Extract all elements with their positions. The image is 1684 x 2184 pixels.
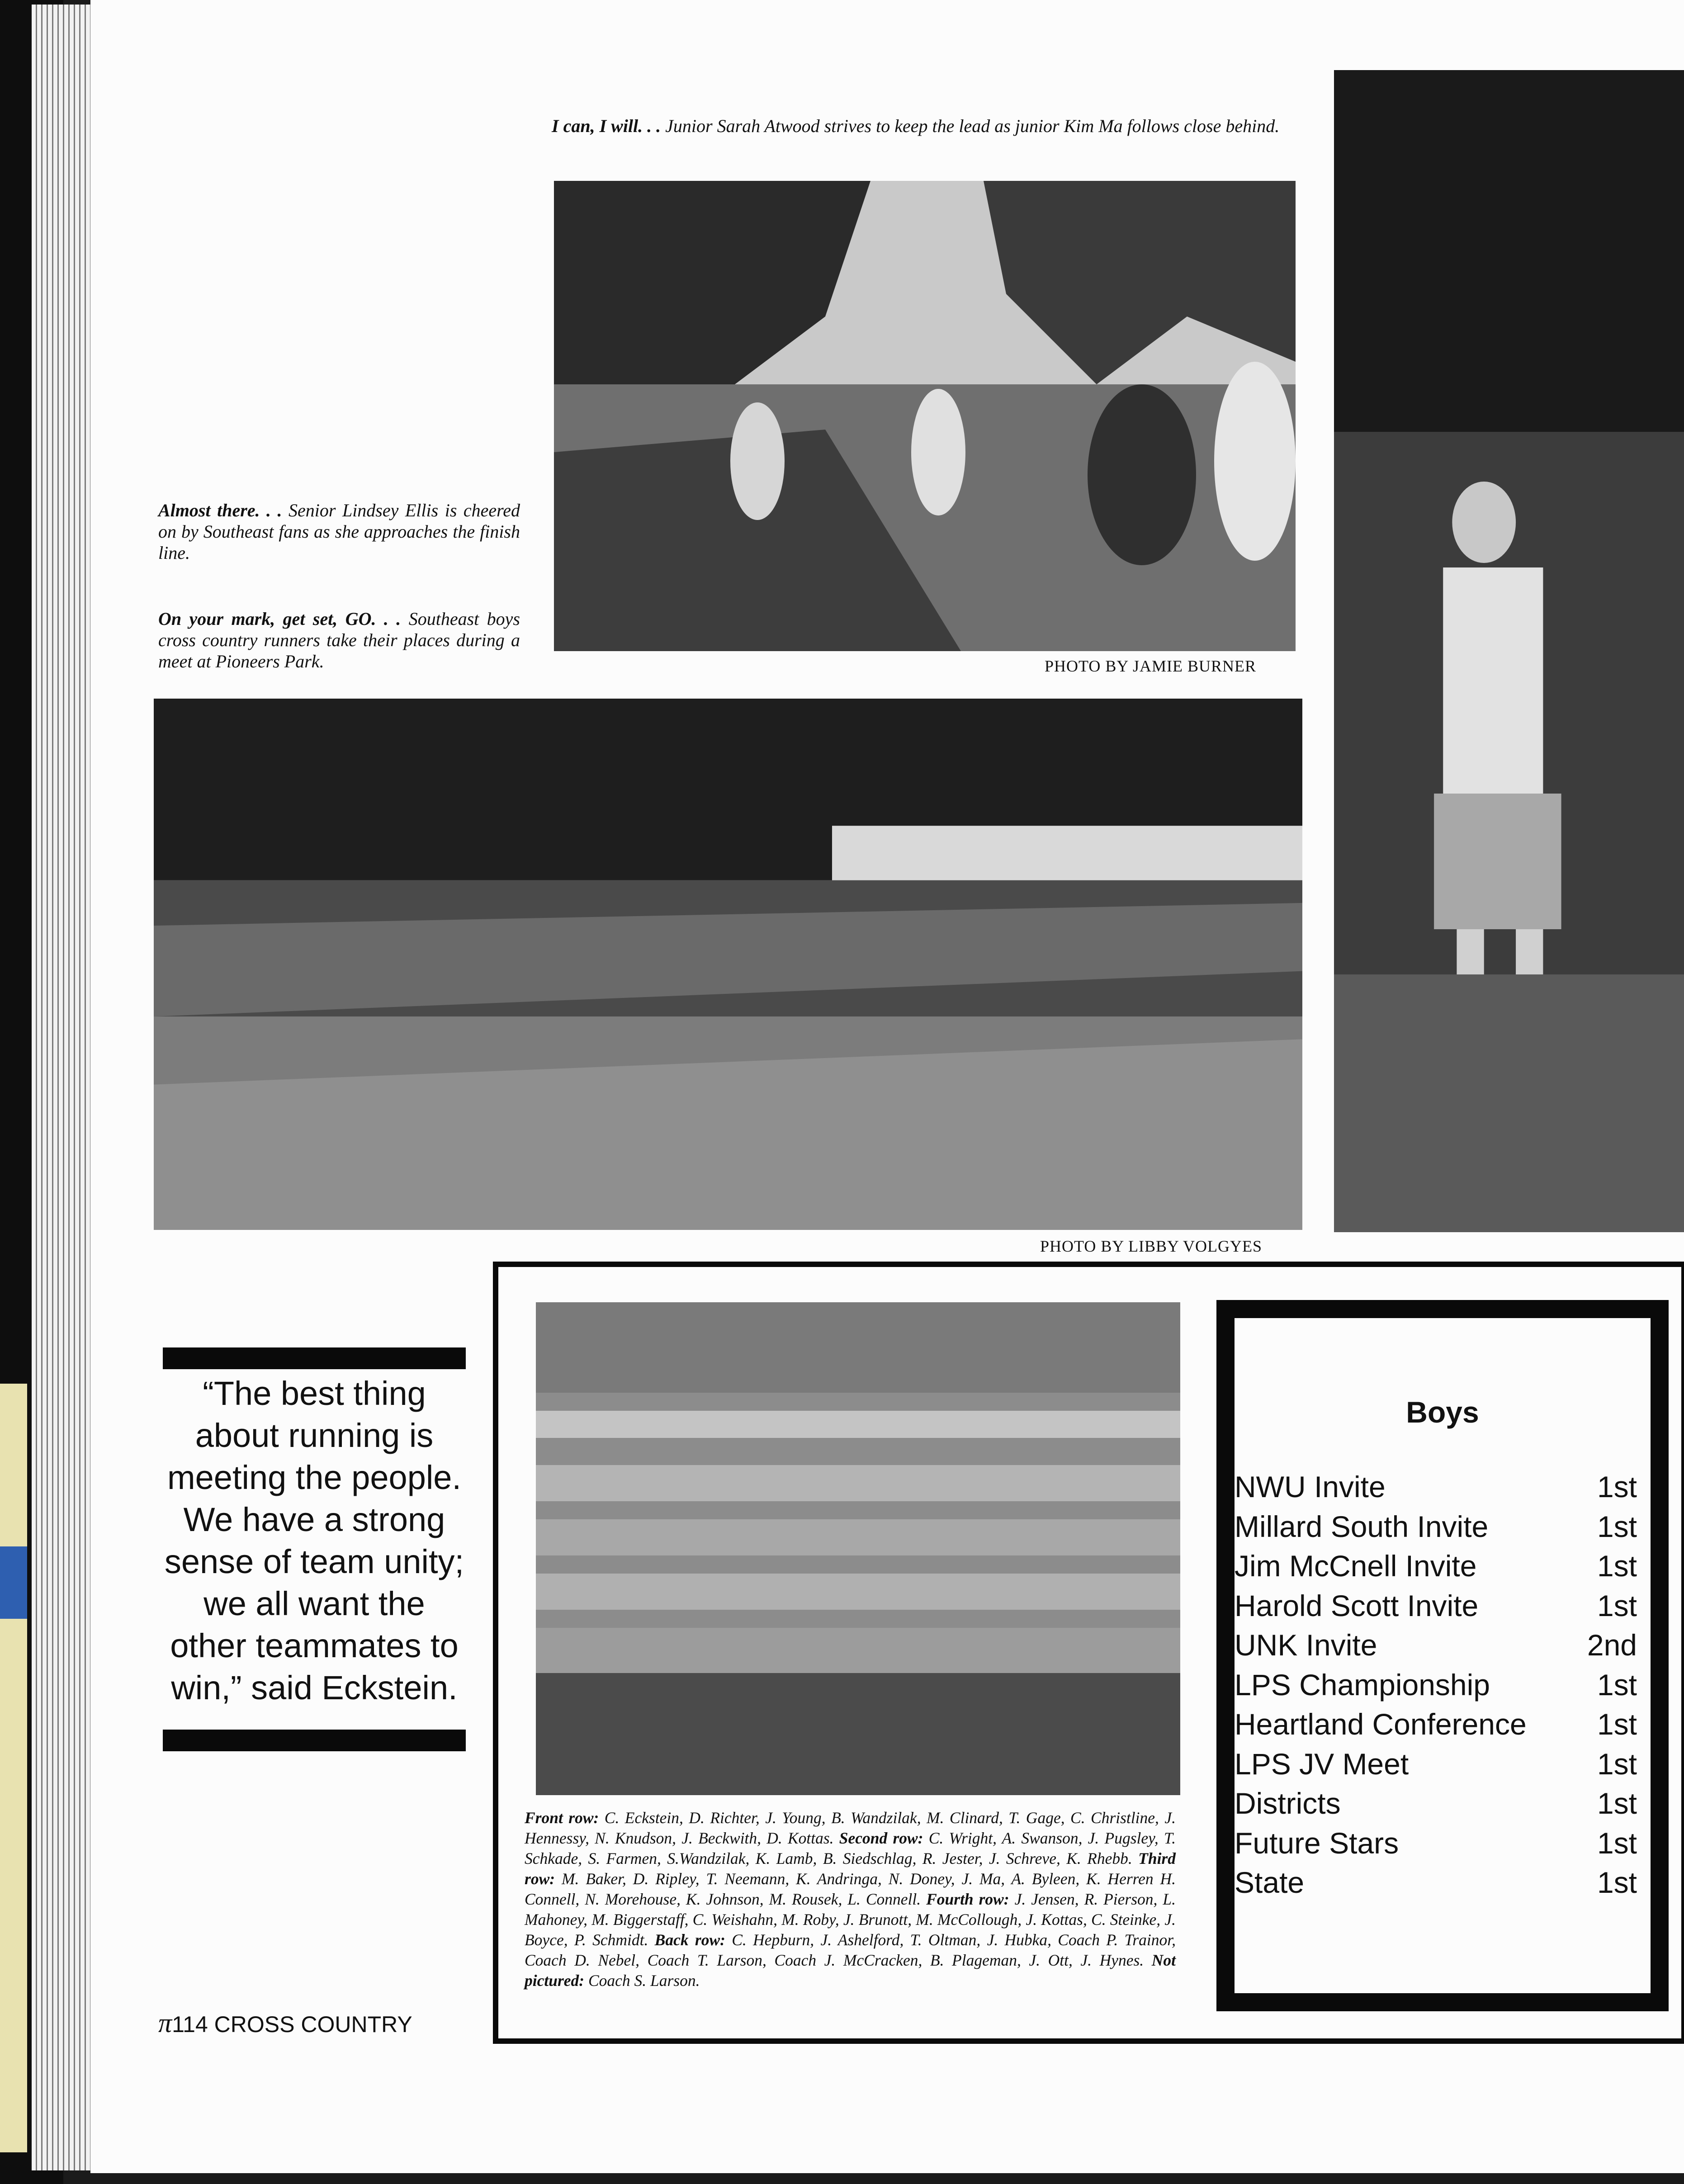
caption-top-title: I can, I will. . .	[552, 116, 661, 136]
caption-almost-body: Senior Lindsey Ellis is cheered on by Southeast fans as she approaches the finish line.	[158, 500, 520, 563]
result-place: 1st	[1597, 1826, 1637, 1860]
result-row	[1235, 1546, 1637, 1586]
result-row	[1235, 1626, 1637, 1665]
team-roster-caption	[525, 1808, 1176, 1991]
result-row	[1235, 1824, 1637, 1863]
photo-girls-race	[554, 181, 1296, 651]
roster-label: Back row:	[654, 1931, 725, 1949]
result-meet: Jim McCnell Invite	[1235, 1549, 1477, 1583]
result-row	[1235, 1665, 1637, 1705]
roster-names: C. Hepburn, J. Ashelford, T. Oltman, J. Hubka, Coach P. Trainor, Coach D. Nebel, Coach T. Larson, Coach J. McCracken, B. Plageman, J. Ott, J. Hynes.	[525, 1931, 1176, 1969]
result-meet: Heartland Conference	[1235, 1707, 1527, 1741]
quote-line: we all want the	[203, 1585, 425, 1622]
boys-results-box	[1216, 1300, 1669, 2011]
result-place: 1st	[1597, 1866, 1637, 1899]
result-row	[1235, 1467, 1637, 1507]
result-meet: Millard South Invite	[1235, 1509, 1489, 1543]
photo-runner-closeup	[1334, 70, 1684, 1232]
caption-start	[158, 608, 520, 693]
quote-line: about running is	[195, 1417, 434, 1454]
result-place: 1st	[1597, 1747, 1637, 1781]
page-edges	[32, 5, 90, 2170]
caption-start-title: On your mark, get set, GO. . .	[158, 609, 401, 629]
caption-start-body: Southeast boys cross country runners take their places during a meet at Pioneers Park.	[158, 609, 520, 671]
quote-line: other teammates to	[170, 1627, 459, 1664]
pi-symbol: π	[158, 2008, 172, 2038]
quote-line: sense of team unity;	[164, 1543, 464, 1580]
result-place: 2nd	[1587, 1628, 1637, 1662]
quote-top-bar	[163, 1347, 466, 1369]
caption-almost-title: Almost there. . .	[158, 500, 282, 520]
roster-names: M. Baker, D. Ripley, T. Neemann, K. Andringa, N. Doney, J. Ma, A. Byleen, K. Herren H. Connell, N. Morehouse, K. Johnson, M. Rousek, L. Connell.	[525, 1870, 1176, 1908]
roster-label: Second row:	[839, 1829, 923, 1847]
footer-page-label: 114 CROSS COUNTRY	[172, 2012, 412, 2037]
quote-line: win,” said Eckstein.	[171, 1669, 458, 1707]
page-footer	[158, 2008, 412, 2039]
result-meet: LPS JV Meet	[1235, 1747, 1409, 1781]
roster-label: Third row:	[525, 1849, 1176, 1888]
result-meet: Districts	[1235, 1787, 1341, 1820]
result-meet: Harold Scott Invite	[1235, 1588, 1479, 1622]
result-place: 1st	[1597, 1787, 1637, 1820]
caption-top-body: Junior Sarah Atwood strives to keep the lead as junior Kim Ma follows close behind.	[661, 116, 1280, 136]
binding-tape	[0, 1384, 27, 2152]
results-title: Boys	[1406, 1395, 1479, 1429]
quote-bottom-bar	[163, 1730, 466, 1751]
result-meet: LPS Championship	[1235, 1668, 1490, 1702]
result-place: 1st	[1597, 1588, 1637, 1622]
credit-wide-photo: PHOTO BY LIBBY VOLGYES	[1040, 1237, 1263, 1255]
roster-label: Fourth row:	[926, 1890, 1009, 1908]
photo-boys-start	[154, 699, 1302, 1230]
binding-blue-stripe	[0, 1546, 27, 1619]
photo-team	[536, 1302, 1180, 1795]
quote-line: “The best thing	[203, 1375, 426, 1412]
result-row	[1235, 1863, 1637, 1903]
result-place: 1st	[1597, 1509, 1637, 1543]
roster-names: C. Eckstein, D. Richter, J. Young, B. Wandzilak, M. Clinard, T. Gage, C. Christline, J. Hennessy, N. Knudson, J. Beckwith, D. Kottas.	[525, 1809, 1176, 1847]
roster-label: Not pictured:	[525, 1951, 1176, 1990]
result-row	[1235, 1507, 1637, 1547]
result-place: 1st	[1597, 1549, 1637, 1583]
result-place: 1st	[1597, 1668, 1637, 1702]
result-meet: NWU Invite	[1235, 1470, 1386, 1503]
result-row	[1235, 1705, 1637, 1744]
roster-names: C. Wright, A. Swanson, J. Pugsley, T. Schkade, S. Farmen, S.Wandzilak, K. Lamb, B. Siedschlag, R. Jester, J. Schreve, K. Rhebb.	[525, 1829, 1176, 1867]
result-row	[1235, 1744, 1637, 1784]
result-meet: Future Stars	[1235, 1826, 1399, 1860]
result-row	[1235, 1784, 1637, 1824]
pull-quote	[163, 1372, 466, 1709]
result-place: 1st	[1597, 1707, 1637, 1741]
credit-top-photo: PHOTO BY JAMIE BURNER	[1045, 657, 1257, 675]
result-meet: UNK Invite	[1235, 1628, 1377, 1662]
roster-label: Front row:	[525, 1809, 599, 1827]
roster-names: Coach S. Larson.	[584, 1971, 700, 1990]
caption-almost	[158, 500, 520, 563]
result-place: 1st	[1597, 1470, 1637, 1503]
result-meet: State	[1235, 1866, 1305, 1899]
yearbook-page	[90, 0, 1684, 2173]
quote-line: meeting the people.	[167, 1459, 462, 1496]
quote-line: We have a strong	[183, 1501, 445, 1538]
result-row	[1235, 1586, 1637, 1626]
roster-names: J. Jensen, R. Pierson, L. Mahoney, M. Biggerstaff, C. Weishahn, M. Roby, J. Brunott, M. McCollough, J. Kottas, C. Steinke, J. Boyce, P. Schmidt.	[525, 1890, 1176, 1949]
results-list	[1235, 1467, 1637, 1903]
caption-top	[552, 115, 1388, 137]
